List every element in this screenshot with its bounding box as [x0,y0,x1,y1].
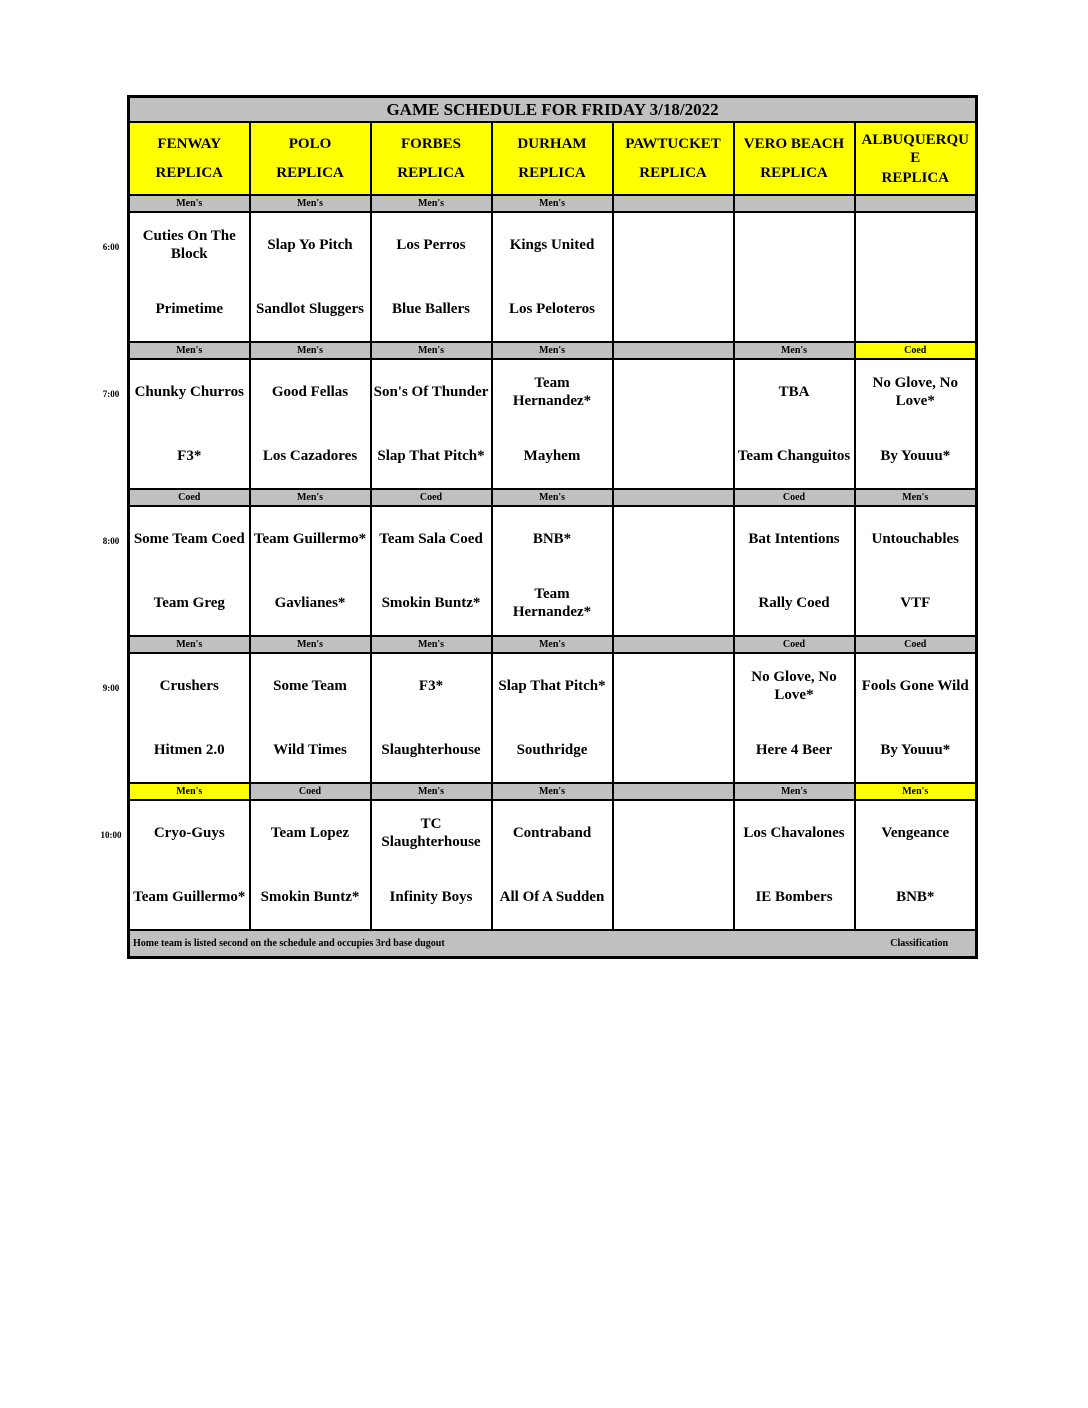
home-team: VTF [900,595,931,611]
field-sub: REPLICA [881,169,950,186]
away-team: Slap Yo Pitch [267,237,353,253]
game-cell [734,506,855,636]
home-team: Team Guillermo* [133,889,246,905]
game-cell [734,212,855,342]
away-team [614,507,733,571]
away-team: Cryo-Guys [153,825,225,841]
home-team: By Youuu* [880,742,951,758]
game-row [129,653,977,783]
home-team: All Of A Sudden [499,889,605,905]
home-team: Los Cazadores [262,448,358,464]
game-row [129,800,977,930]
away-team: Some Team Coed [133,531,245,547]
time-label: 8:00 [102,536,120,546]
classification-cell [613,489,734,506]
field-sub: REPLICA [276,165,344,181]
home-team: Blue Ballers [392,301,470,317]
field-sub: REPLICA [760,165,828,181]
game-cell [734,653,855,783]
home-team [614,571,733,635]
classification-cell: Coed [734,489,855,506]
classification-cell: Coed [250,783,371,800]
classification-cell [613,195,734,212]
home-team: Wild Times [273,742,347,758]
field-header-row [129,122,977,195]
classification-cell: Men's [855,489,977,506]
home-team: BNB* [896,889,935,905]
schedule-table [127,95,978,959]
away-team: TBA [778,384,810,400]
game-cell [855,506,977,636]
away-team: Slap That Pitch* [498,678,606,694]
game-cell [129,800,250,930]
game-cell [492,800,613,930]
away-team: TC Slaughterhouse [381,816,481,850]
home-team: Smokin Buntz* [260,889,360,905]
game-cell [613,653,734,783]
game-cell [492,653,613,783]
away-team [614,360,733,424]
game-cell [371,359,492,489]
classification-cell: Men's [371,783,492,800]
away-team [856,213,976,277]
game-cell [492,506,613,636]
classification-cell: Coed [734,636,855,653]
classification-cell: Men's [492,783,613,800]
away-team: Fools Gone Wild [861,678,969,694]
away-team: Los Chavalones [743,825,845,841]
home-team: Team Changuitos [737,448,851,464]
field-name: FORBES [400,136,461,152]
home-team: Team Greg [153,595,225,611]
game-cell [250,506,371,636]
away-team: Bat Intentions [748,531,840,547]
classification-cell: Coed [855,342,977,359]
game-cell [129,212,250,342]
field-header [492,122,613,195]
home-team: Mayhem [523,448,581,464]
game-row [129,212,977,342]
home-team: Los Peloteros [509,301,595,317]
game-cell [250,212,371,342]
home-team [614,865,733,929]
classification-cell: Men's [734,783,855,800]
home-team: Slap That Pitch* [377,448,485,464]
classification-cell: Men's [371,636,492,653]
game-cell [855,359,977,489]
home-team: Sandlot Sluggers [256,301,364,317]
classification-row [129,195,977,212]
home-team: F3* [177,448,202,464]
game-cell [250,359,371,489]
field-name: DURHAM [517,136,587,152]
game-cell [855,800,977,930]
classification-cell [613,783,734,800]
footer-note: Home team is listed second on the schedule and occupies 3rd base dugout [133,938,445,949]
time-label: 7:00 [102,389,120,399]
footer-classification: Classification [890,938,949,949]
game-cell [371,653,492,783]
classification-cell: Men's [855,783,977,800]
home-team: Smokin Buntz* [381,595,481,611]
away-team: Kings United [509,237,595,253]
away-team: BNB* [532,531,572,547]
away-team: No Glove, No Love* [872,375,958,409]
footer-cell [129,930,977,958]
home-team [735,277,854,341]
away-team: Vengeance [881,825,950,841]
away-team: Contraband [512,825,592,841]
field-name: FENWAY [157,136,222,152]
game-cell [734,359,855,489]
game-cell [250,653,371,783]
home-team: Slaughterhouse [381,742,481,758]
away-team: Team Guillermo* [253,531,367,547]
classification-cell [613,342,734,359]
field-sub: REPLICA [518,165,586,181]
game-cell [129,653,250,783]
field-header [250,122,371,195]
field-name: ALBUQUERQU E [861,131,970,166]
field-header [855,122,977,195]
time-label: 10:00 [100,830,122,840]
classification-cell: Coed [129,489,250,506]
classification-cell: Men's [129,195,250,212]
classification-cell: Men's [129,636,250,653]
game-cell [613,506,734,636]
home-team: Southridge [516,742,588,758]
classification-cell: Coed [855,636,977,653]
classification-cell [613,636,734,653]
home-team [614,424,733,488]
classification-row [129,636,977,653]
classification-cell: Men's [734,342,855,359]
classification-cell: Men's [129,342,250,359]
schedule-title: GAME SCHEDULE FOR FRIDAY 3/18/2022 [129,97,977,123]
classification-cell: Men's [492,342,613,359]
classification-cell: Men's [250,636,371,653]
away-team: Cuties On The Block [142,228,236,262]
game-cell [129,359,250,489]
game-cell [613,212,734,342]
away-team: Team Hernandez* [512,375,592,409]
away-team: Son's Of Thunder [373,384,489,400]
game-cell [371,506,492,636]
classification-cell: Men's [250,195,371,212]
home-team: IE Bombers [755,889,833,905]
home-team [614,718,733,782]
game-cell [371,800,492,930]
home-team: Infinity Boys [389,889,473,905]
game-cell [492,359,613,489]
field-header [129,122,250,195]
home-team: Gavlianes* [274,595,346,611]
away-team: Good Fellas [271,384,349,400]
field-sub: REPLICA [155,165,223,181]
home-team: Team Hernandez* [512,586,592,620]
classification-cell: Coed [371,489,492,506]
away-team: No Glove, No Love* [751,669,837,703]
away-team: Team Sala Coed [379,531,483,547]
time-label: 6:00 [102,242,120,252]
away-team [735,213,854,277]
game-cell [371,212,492,342]
classification-cell [855,195,977,212]
home-team: Rally Coed [758,595,830,611]
away-team: Untouchables [871,531,960,547]
classification-row [129,489,977,506]
game-cell [613,800,734,930]
classification-cell: Men's [250,342,371,359]
classification-row [129,342,977,359]
away-team [614,213,733,277]
classification-cell: Men's [492,489,613,506]
field-name: VERO BEACH [743,136,845,152]
classification-cell [734,195,855,212]
field-header [371,122,492,195]
game-row [129,359,977,489]
field-sub: REPLICA [639,165,707,181]
classification-cell: Men's [129,783,250,800]
classification-cell: Men's [371,195,492,212]
game-cell [613,359,734,489]
classification-cell: Men's [492,195,613,212]
game-cell [250,800,371,930]
field-header [734,122,855,195]
field-sub: REPLICA [397,165,465,181]
away-team: Chunky Churros [134,384,244,400]
away-team: Crushers [159,678,219,694]
field-name: POLO [288,136,332,152]
away-team: Los Perros [396,237,466,253]
classification-cell: Men's [492,636,613,653]
home-team: By Youuu* [880,448,951,464]
away-team [614,654,733,718]
home-team: Hitmen 2.0 [153,742,225,758]
classification-cell: Men's [371,342,492,359]
game-cell [855,653,977,783]
home-team [856,277,976,341]
classification-row [129,783,977,800]
footer-row [129,930,977,958]
away-team [614,801,733,865]
game-row [129,506,977,636]
away-team: F3* [418,678,444,694]
away-team: Team Lopez [270,825,350,841]
game-cell [734,800,855,930]
away-team: Some Team [273,678,347,694]
game-cell [129,506,250,636]
field-name: PAWTUCKET [625,136,721,152]
home-team: Here 4 Beer [755,742,833,758]
field-header [613,122,734,195]
game-cell [492,212,613,342]
home-team [614,277,733,341]
classification-cell: Men's [250,489,371,506]
game-cell [855,212,977,342]
home-team: Primetime [155,301,223,317]
time-label: 9:00 [102,683,120,693]
